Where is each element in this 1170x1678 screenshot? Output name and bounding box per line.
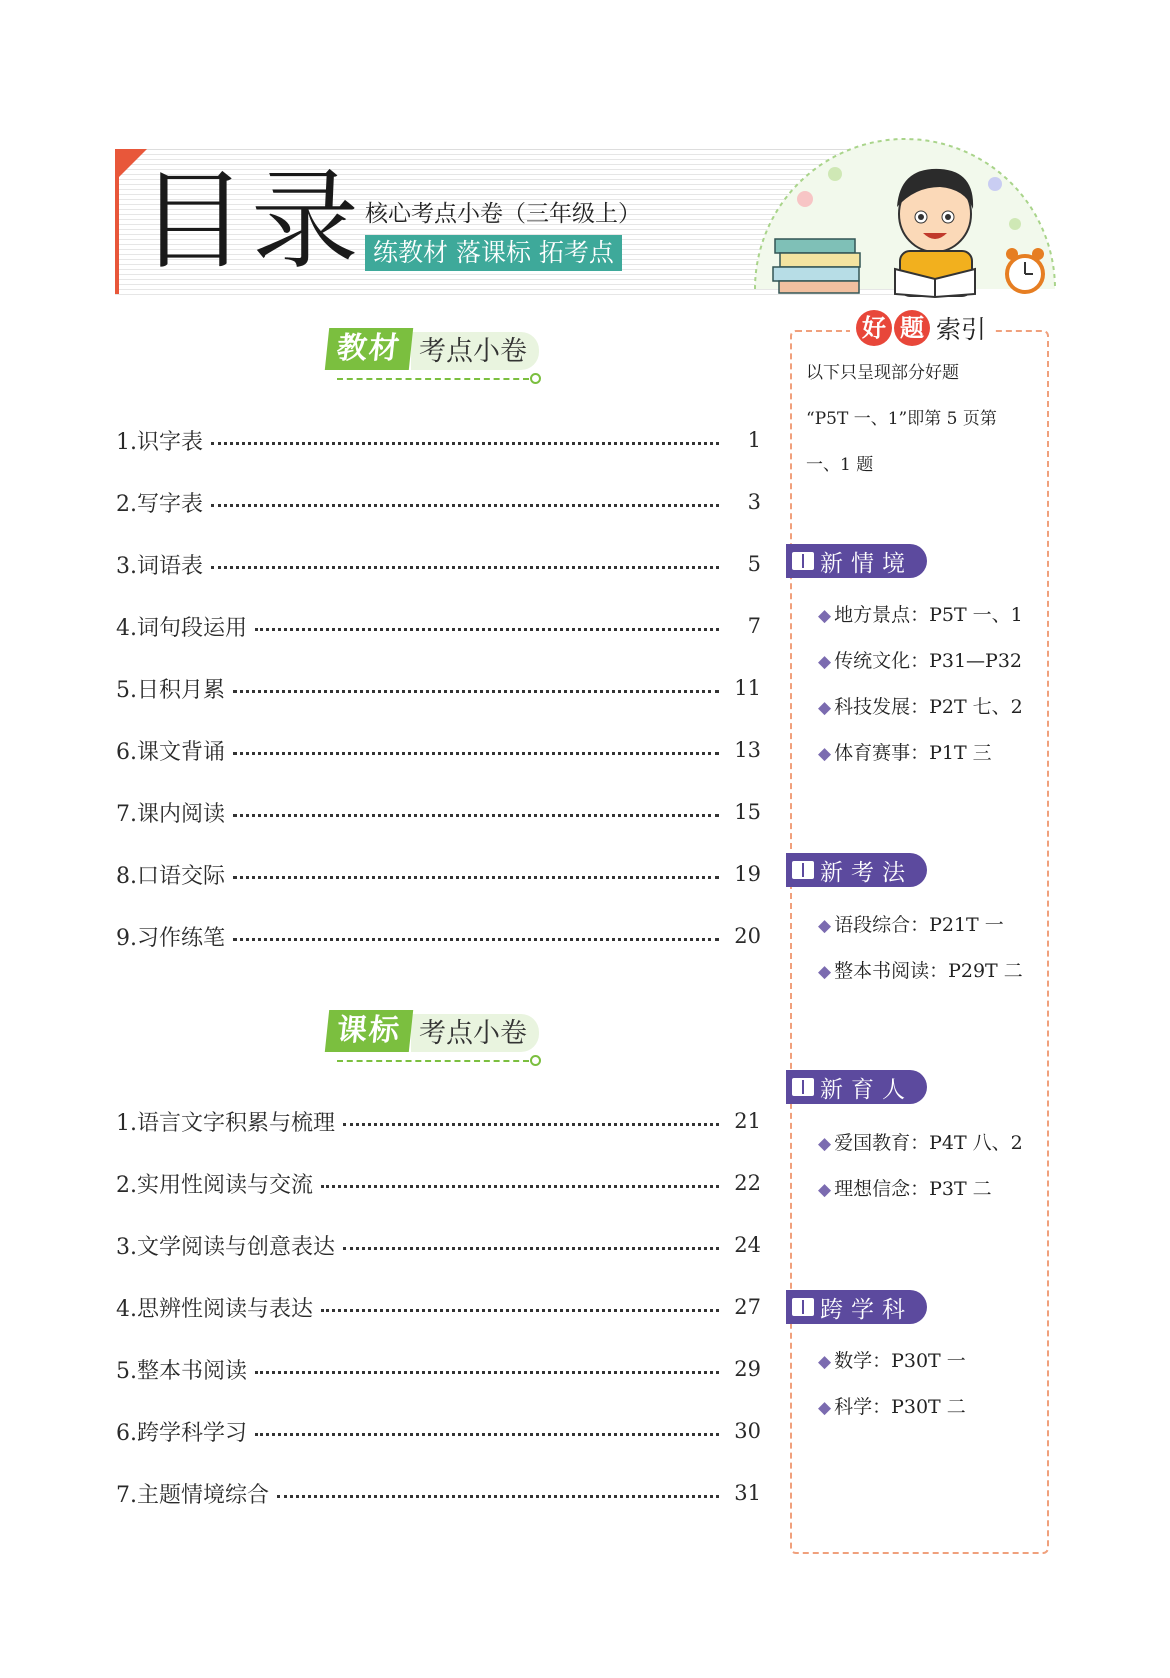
toc-label: 5.日积月累 (116, 677, 225, 703)
index-item-text: 科学：P30T 二 (834, 1396, 966, 1418)
toc-page: 13 (734, 738, 761, 762)
toc-leader (211, 504, 719, 507)
book-icon (792, 861, 814, 879)
toc-leader (233, 690, 719, 693)
index-intro-line: “P5T 一、1”即第 5 页第 (806, 409, 997, 429)
toc-page: 31 (734, 1481, 761, 1505)
boy-reading-illustration (735, 129, 1065, 299)
toc-row[interactable] (116, 921, 761, 951)
toc-leader (321, 1185, 719, 1188)
toc-label: 9.习作练笔 (116, 925, 225, 951)
title-char-ti: 题 (894, 310, 930, 346)
toc-page: 5 (747, 552, 761, 576)
toc-page: 19 (734, 862, 761, 886)
toc-page: 3 (747, 490, 761, 514)
index-item (818, 1174, 992, 1201)
toc-row[interactable] (116, 797, 761, 827)
diamond-bullet-icon: ◆ (818, 1180, 832, 1200)
book-icon (792, 1298, 814, 1316)
toc-label: 3.文学阅读与创意表达 (116, 1234, 335, 1260)
toc-page: 30 (734, 1419, 761, 1443)
index-item-text: 整本书阅读：P29T 二 (834, 960, 1023, 982)
section-underline (337, 1060, 529, 1062)
category-name: 新育人 (820, 1076, 913, 1103)
book-icon (792, 552, 814, 570)
index-intro-line: 一、1 题 (806, 455, 874, 475)
toc-label: 1.识字表 (116, 429, 203, 455)
toc-page: 20 (734, 924, 761, 948)
index-item (818, 600, 1023, 627)
toc-label: 6.跨学科学习 (116, 1420, 247, 1446)
toc-row[interactable] (116, 673, 761, 703)
index-item-text: 科技发展：P2T 七、2 (834, 696, 1023, 718)
section-tag: 教材 (325, 328, 413, 370)
toc-label: 7.课内阅读 (116, 801, 225, 827)
diamond-bullet-icon: ◆ (818, 744, 832, 764)
toc-label: 8.口语交际 (116, 863, 225, 889)
toc-leader (277, 1495, 719, 1498)
toc-row[interactable] (116, 549, 761, 579)
diamond-bullet-icon: ◆ (818, 1134, 832, 1154)
toc-page: 27 (734, 1295, 761, 1319)
toc-leader (321, 1309, 719, 1312)
index-item-text: 语段综合：P21T 一 (834, 914, 1004, 936)
page-title: 目录 (139, 159, 364, 284)
index-item (818, 646, 1022, 673)
book-icon (792, 1078, 814, 1096)
index-item-text: 地方景点：P5T 一、1 (834, 604, 1023, 626)
toc-label: 1.语言文字积累与梳理 (116, 1110, 335, 1136)
toc-page: 29 (734, 1357, 761, 1381)
index-item (818, 692, 1023, 719)
index-item-text: 爱国教育：P4T 八、2 (834, 1132, 1023, 1154)
toc-page: 24 (734, 1233, 761, 1257)
toc-page: 7 (747, 614, 761, 638)
diamond-bullet-icon: ◆ (818, 606, 832, 626)
toc-label: 7.主题情境综合 (116, 1482, 269, 1508)
toc-label: 3.词语表 (116, 553, 203, 579)
category-name: 跨学科 (820, 1296, 913, 1323)
title-rest: 索引 (936, 315, 987, 344)
section-heading-curriculum (327, 1010, 539, 1052)
toc-row[interactable] (116, 487, 761, 517)
toc-leader (233, 752, 719, 755)
toc-row[interactable] (116, 735, 761, 765)
section-underline (337, 378, 529, 380)
toc-page: 22 (734, 1171, 761, 1195)
category-badge-new-education (786, 1070, 927, 1104)
index-item-text: 体育赛事：P1T 三 (834, 742, 992, 764)
diamond-bullet-icon: ◆ (818, 652, 832, 672)
toc-row[interactable] (116, 611, 761, 641)
category-name: 新情境 (820, 550, 913, 577)
toc-label: 4.词句段运用 (116, 615, 247, 641)
header-banner (115, 149, 1055, 294)
category-name: 新考法 (820, 859, 913, 886)
toc-leader (233, 814, 719, 817)
toc-row[interactable] (116, 1230, 761, 1260)
toc-label: 6.课文背诵 (116, 739, 225, 765)
toc-leader (255, 628, 719, 631)
toc-leader (255, 1433, 719, 1436)
page-slogan: 练教材 落课标 拓考点 (365, 235, 622, 271)
diamond-bullet-icon: ◆ (818, 1352, 832, 1372)
index-item-text: 数学：P30T 一 (834, 1350, 966, 1372)
index-intro-line: 以下只呈现部分好题 (806, 363, 959, 383)
toc-row[interactable] (116, 1478, 761, 1508)
toc-label: 4.思辨性阅读与表达 (116, 1296, 313, 1322)
toc-row[interactable] (116, 425, 761, 455)
section-heading-textbook (327, 328, 539, 370)
index-item (818, 956, 1023, 983)
toc-row[interactable] (116, 1168, 761, 1198)
toc-label: 5.整本书阅读 (116, 1358, 247, 1384)
section-underline-dot (530, 373, 541, 384)
section-tag: 课标 (325, 1010, 413, 1052)
toc-row[interactable] (116, 1354, 761, 1384)
diamond-bullet-icon: ◆ (818, 962, 832, 982)
toc-page: 1 (747, 428, 761, 452)
toc-row[interactable] (116, 1292, 761, 1322)
index-panel-title (850, 310, 992, 346)
toc-leader (343, 1123, 719, 1126)
toc-label: 2.实用性阅读与交流 (116, 1172, 313, 1198)
toc-row[interactable] (116, 1106, 761, 1136)
category-badge-new-context (786, 544, 927, 578)
toc-page: 15 (734, 800, 761, 824)
toc-row[interactable] (116, 1416, 761, 1446)
toc-page: 11 (734, 676, 761, 700)
category-badge-interdisciplinary (786, 1290, 927, 1324)
index-item (818, 1346, 966, 1373)
toc-leader (233, 938, 719, 941)
toc-leader (211, 566, 719, 569)
toc-leader (233, 876, 719, 879)
diamond-bullet-icon: ◆ (818, 698, 832, 718)
section-tag-rest: 考点小卷 (411, 1014, 539, 1052)
title-char-hao: 好 (856, 310, 892, 346)
diamond-bullet-icon: ◆ (818, 916, 832, 936)
index-item-text: 理想信念：P3T 二 (834, 1178, 992, 1200)
toc-leader (255, 1371, 719, 1374)
index-item (818, 910, 1004, 937)
toc-row[interactable] (116, 859, 761, 889)
toc-leader (211, 442, 719, 445)
section-tag-rest: 考点小卷 (411, 332, 539, 370)
page-subtitle: 核心考点小卷（三年级上） (365, 201, 641, 227)
index-item (818, 1392, 966, 1419)
index-item-text: 传统文化：P31—P32 (834, 650, 1023, 672)
toc-page: 21 (734, 1109, 761, 1133)
diamond-bullet-icon: ◆ (818, 1398, 832, 1418)
index-item (818, 738, 992, 765)
section-underline-dot (530, 1055, 541, 1066)
index-item (818, 1128, 1023, 1155)
toc-leader (343, 1247, 719, 1250)
category-badge-new-method (786, 853, 927, 887)
toc-label: 2.写字表 (116, 491, 203, 517)
